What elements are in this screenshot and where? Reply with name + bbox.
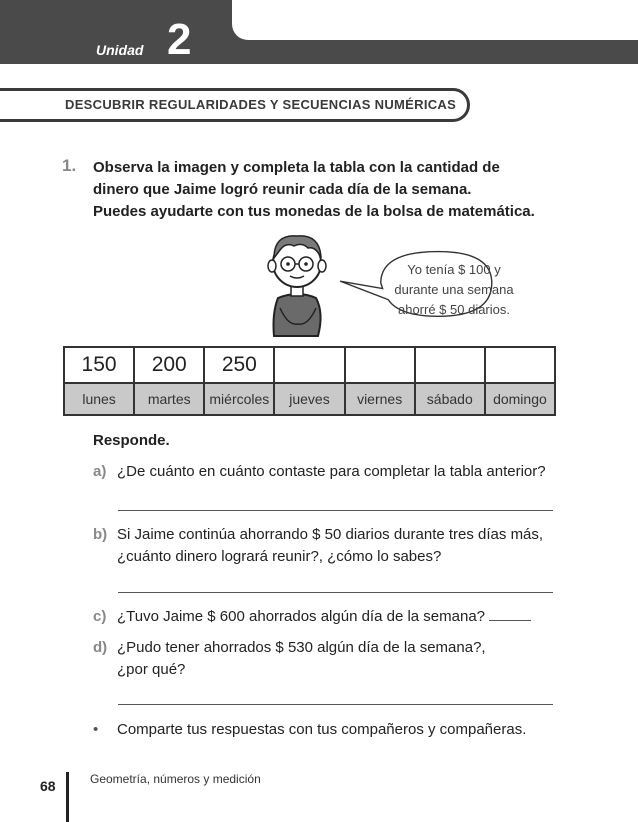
day-cell: martes <box>134 383 204 415</box>
day-cell: miércoles <box>204 383 274 415</box>
item-line: Si Jaime continúa ahorrando $ 50 diarios durante tres días más, <box>117 526 544 543</box>
footer-divider <box>66 772 69 822</box>
values-row <box>64 347 555 383</box>
item-d <box>93 637 486 678</box>
value-cell[interactable] <box>485 347 555 383</box>
item-c <box>93 606 486 628</box>
speech-line: ahorré $ 50 diarios. <box>397 302 510 317</box>
day-cell: domingo <box>485 383 555 415</box>
question-line: dinero que Jaime logró reunir cada día de la semana. <box>93 181 472 198</box>
item-text: ¿Tuvo Jaime $ 600 ahorrados algún día de la semana? <box>117 608 486 625</box>
answer-line-b[interactable] <box>118 592 553 593</box>
unit-number: 2 <box>167 15 192 64</box>
boy-illustration <box>258 228 338 346</box>
answer-line-c[interactable] <box>489 620 531 621</box>
item-a <box>93 461 546 483</box>
value-cell[interactable] <box>415 347 485 383</box>
item-text <box>117 637 486 681</box>
answer-line-d[interactable] <box>118 704 553 705</box>
section-title: DESCUBRIR REGULARIDADES Y SECUENCIAS NUMÉRICAS <box>65 97 457 112</box>
item-letter: c) <box>93 608 107 625</box>
responde-heading: Responde. <box>93 432 170 449</box>
value-cell: 200 <box>134 347 204 383</box>
speech-line: durante una semana <box>394 282 514 297</box>
item-line: ¿cuánto dinero logrará reunir?, ¿cómo lo sabes? <box>117 548 442 565</box>
item-text: ¿De cuánto en cuánto contaste para completar la tabla anterior? <box>117 463 546 480</box>
item-line: ¿Pudo tener ahorrados $ 530 algún día de la semana?, <box>117 639 486 656</box>
item-text <box>117 524 543 568</box>
item-letter: d) <box>93 639 108 656</box>
value-cell: 250 <box>204 347 274 383</box>
day-cell: jueves <box>274 383 344 415</box>
page-number: 68 <box>40 778 56 794</box>
value-cell: 150 <box>64 347 134 383</box>
question-line: Observa la imagen y completa la tabla con la cantidad de <box>93 159 500 176</box>
day-cell: sábado <box>415 383 485 415</box>
value-cell[interactable] <box>274 347 344 383</box>
question-line: Puedes ayudarte con tus monedas de la bolsa de matemática. <box>93 203 535 220</box>
unit-header <box>0 0 638 68</box>
unit-label: Unidad <box>96 42 144 58</box>
value-cell[interactable] <box>345 347 415 383</box>
question-text <box>93 157 563 223</box>
footer-subject: Geometría, números y medición <box>90 772 261 786</box>
bullet-symbol: • <box>93 721 99 738</box>
day-cell: lunes <box>64 383 134 415</box>
item-letter: b) <box>93 526 108 543</box>
item-b <box>93 524 544 565</box>
question-number: 1. <box>62 156 77 175</box>
day-cell: viernes <box>345 383 415 415</box>
item-text-wrap <box>117 606 531 628</box>
days-row <box>64 383 555 415</box>
header-notch <box>232 0 638 40</box>
speech-line: Yo tenía $ 100 y <box>407 262 501 277</box>
item-letter: a) <box>93 463 107 480</box>
bullet-text: Comparte tus respuestas con tus compañeros y compañeras. <box>117 721 527 738</box>
answer-line-a[interactable] <box>118 510 553 511</box>
item-line: ¿por qué? <box>117 661 186 678</box>
bullet-item <box>93 721 526 738</box>
speech-text <box>374 260 534 320</box>
savings-table <box>63 346 556 416</box>
